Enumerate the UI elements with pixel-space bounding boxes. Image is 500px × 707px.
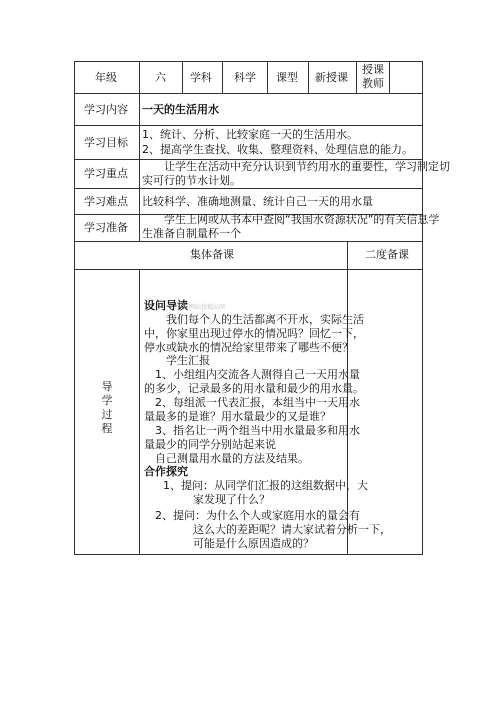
report-line-5: 3、指名让一两个组当中用水量最多和用水 [155, 424, 360, 437]
table-divider-row4 [74, 188, 423, 189]
key-line-1: 让学生在活动中充分认识到节约用水的重要性，学习制定切 [164, 160, 450, 173]
prep-line-2: 生准备自制量杯一个 [142, 227, 241, 240]
header-subject-value-line [267, 61, 268, 93]
prep-line-1: 学生上网或从书本中查阅“我国水资源状况”的有关信息学 [164, 213, 440, 226]
teacher-label-line1: 授课 [362, 63, 384, 76]
grade-value: 六 [155, 71, 166, 84]
type-value: 新授课 [315, 71, 348, 84]
table-process-column-line [139, 269, 140, 555]
subject-value: 科学 [234, 71, 256, 84]
table-border-right [422, 61, 423, 555]
report-line-4: 量最多的是谁？用水量最少的又是谁？ [144, 410, 331, 423]
table-divider-row6 [74, 241, 423, 242]
collective-prep-header: 集体备课 [190, 248, 234, 261]
report-line-7: 自己测量用水量的方法及结果。 [155, 452, 309, 465]
difficulty-label: 学习难点 [84, 195, 128, 208]
coop-line-5: 可能是什么原因造成的？ [193, 537, 314, 550]
goals-line-1: 1、统计、分析、比较家庭一天的生活用水。 [142, 128, 358, 141]
header-grade-value-line [182, 61, 183, 93]
content-value: 一天的生活用水 [142, 103, 219, 116]
prep-label: 学习准备 [84, 221, 128, 234]
goals-line-2: 2、提高学生查找、收集、整理资料、处理信息的能力。 [142, 143, 413, 156]
table-divider-row1 [74, 93, 423, 94]
coop-line-4: 这么大的差距呢？请大家试着分析一下， [193, 523, 391, 536]
table-label-column-line [139, 61, 140, 241]
table-divider-row2 [74, 125, 423, 126]
table-border-left [74, 61, 75, 555]
teacher-label-line2: 教师 [362, 77, 384, 90]
second-prep-header: 二度备课 [365, 248, 409, 261]
subject-label: 学科 [190, 71, 212, 84]
intro-line-2: 中，你家里出现过停水的情况吗？回忆一下， [144, 327, 364, 340]
coop-line-2: 家发现了什么？ [193, 493, 270, 506]
watermark: 好网站找精品网 [183, 304, 226, 311]
intro-title: 设问导读 [144, 299, 188, 312]
header-type-label-line [308, 61, 309, 93]
header-type-value-line [356, 61, 357, 93]
coop-line-1: 1、提问：从同学们汇报的这组数据中，大 [163, 479, 368, 492]
process-label: 导学过程 [101, 380, 113, 435]
coop-line-3: 2、提问：为什么个人或家庭用水的量会有 [155, 509, 360, 522]
type-label: 课型 [276, 71, 298, 84]
report-line-3: 2、每组派一代表汇报，本组当中一天用水 [155, 396, 360, 409]
intro-line-3: 停水或缺水的情况给家里带来了哪些不便？ [144, 341, 353, 354]
grade-label: 年级 [95, 71, 117, 84]
report-title: 学生汇报 [166, 354, 210, 367]
header-teacher-label-line [389, 61, 390, 93]
key-line-2: 实可行的节水计划。 [142, 174, 241, 187]
goals-label: 学习目标 [84, 136, 128, 149]
difficulty-value: 比较科学、准确地测量、统计自己一天的用水量 [142, 195, 373, 208]
report-line-1: 1、小组组内交流各人测得自己一天用水量 [155, 368, 360, 381]
table-border-top [74, 61, 423, 62]
table-divider-row7 [74, 269, 423, 270]
coop-title: 合作探究 [144, 465, 188, 478]
report-line-6: 量最少的同学分别站起来说 [144, 438, 276, 451]
content-label: 学习内容 [84, 103, 128, 116]
header-subject-label-line [222, 61, 223, 93]
key-label: 学习重点 [84, 167, 128, 180]
intro-line-1: 我们每个人的生活都离不开水，实际生活 [166, 313, 364, 326]
report-line-2: 的多少，记录最多的用水量和最少的用水量。 [144, 382, 364, 395]
table-divider-inner [74, 554, 423, 555]
